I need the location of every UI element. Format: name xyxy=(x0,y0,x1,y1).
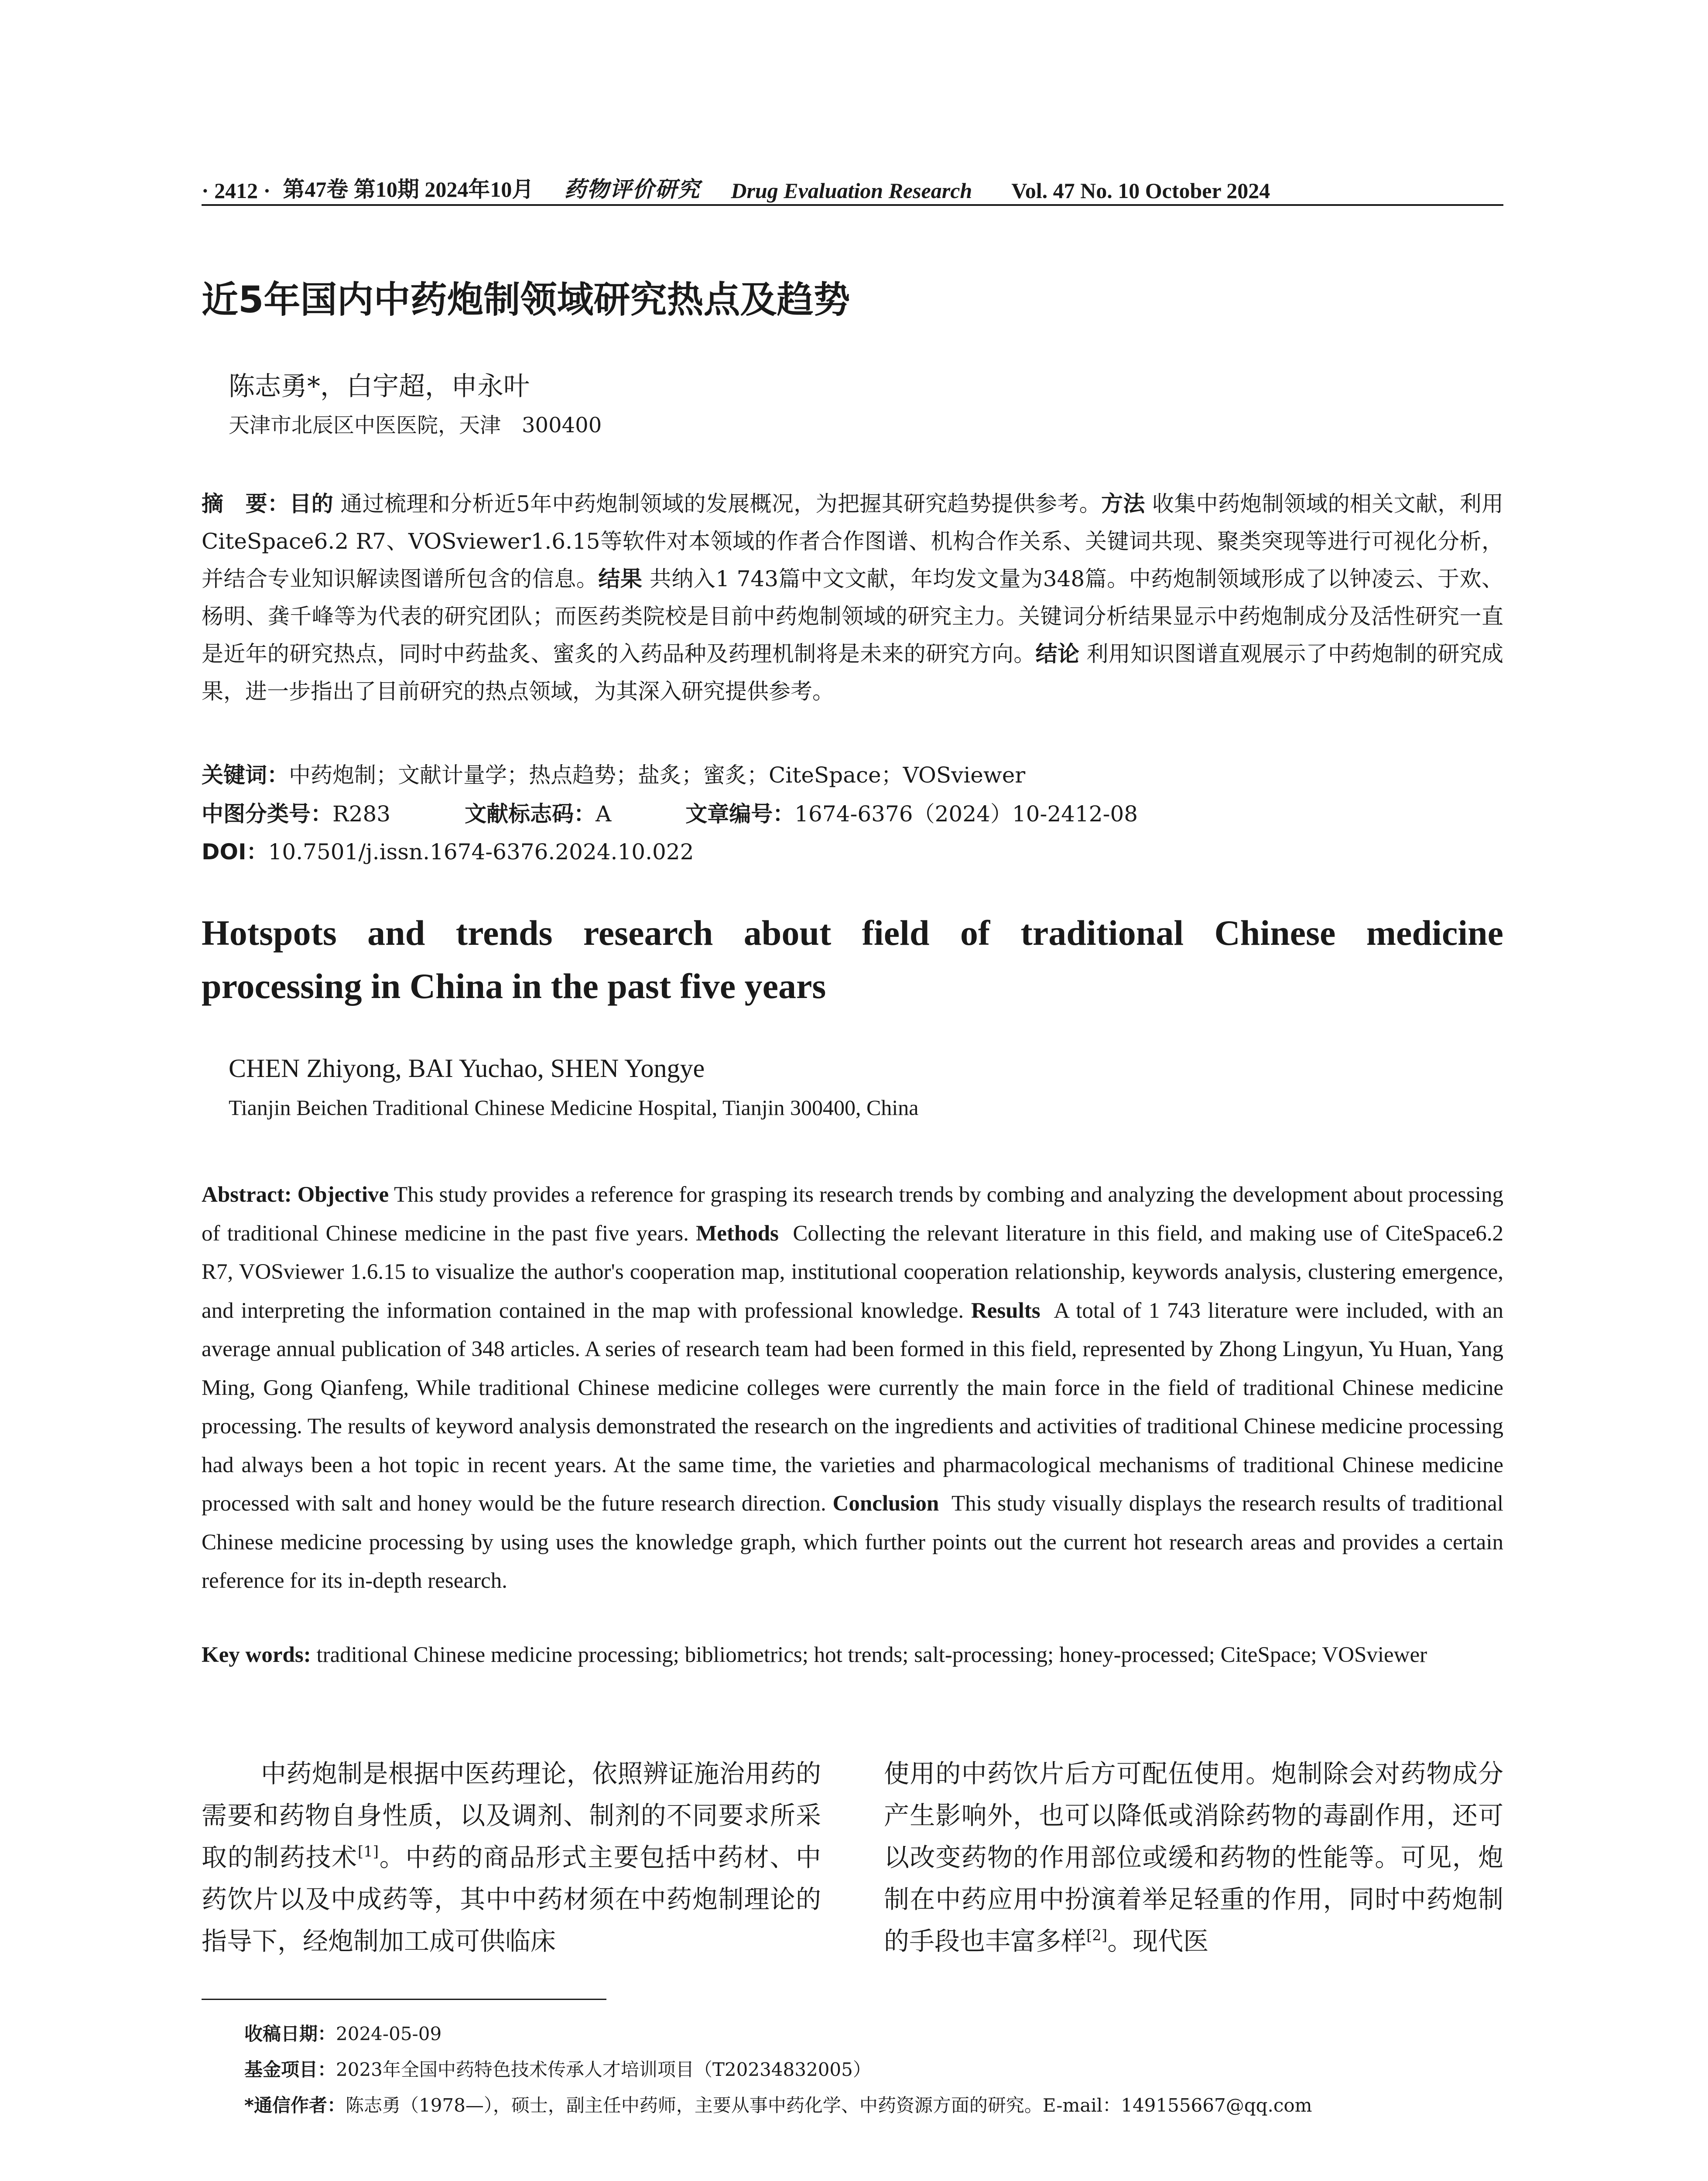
clc-value: R283 xyxy=(332,801,391,827)
footnote-fund xyxy=(244,2055,871,2082)
keywords-en-label: Key words: xyxy=(202,1643,311,1667)
conclusion-label-cn: 结论 xyxy=(1035,641,1080,667)
doi-label: DOI： xyxy=(202,839,268,865)
classification-line xyxy=(202,797,1503,828)
authors-en: CHEN Zhiyong, BAI Yuchao, SHEN Yongye xyxy=(229,1054,705,1083)
body-column-right xyxy=(884,1753,1503,1962)
journal-name-en: Drug Evaluation Research xyxy=(731,178,972,203)
conclusion-cn: 利用知识图谱直观展示了中药炮制的研究成果，进一步指出了目前研究的热点领域，为其深入研究提供参考。 xyxy=(202,641,1504,704)
objective-label-cn: 目的 xyxy=(289,491,334,516)
header-rule xyxy=(202,204,1503,206)
body-left-text: 中药炮制是根据中医药理论，依照辨证施治用药的需要和药物自身性质，以及调剂、制剂的不同要求所采取的制药技术 xyxy=(202,1759,821,1872)
keywords-en xyxy=(202,1636,1503,1674)
keywords-cn xyxy=(202,758,1503,789)
methods-label-cn: 方法 xyxy=(1101,491,1145,516)
journal-name-cn: 药物评价研究 xyxy=(564,176,701,202)
page-number: · 2412 · xyxy=(202,178,271,203)
results-cn: 共纳入1 743篇中文文献，年均发文量为348篇。中药炮制领域形成了以钟凌云、于欢、杨明、龚千峰等为代表的研究团队；而医药类院校是目前中药炮制领域的研究主力。关键词分析结果显示中药炮制成分及活性研究一直是近年的研究热点，同时中药盐炙、蜜炙的入药品种及药理机制将是未来的研究方向。 xyxy=(202,566,1504,667)
doi-value: 10.7501/j.issn.1674-6376.2024.10.022 xyxy=(268,839,694,865)
affiliation-cn: 天津市北辰区中医医院，天津 300400 xyxy=(229,413,602,438)
body-column-left xyxy=(202,1753,821,1962)
body-right-text: 使用的中药饮片后方可配伍使用。炮制除会对药物成分产生影响外，也可以降低或消除药物的毒副作用，还可以改变药物的作用部位或缓和药物的性能等。可见，炮制在中药应用中扮演着举足轻重的作用，同时中药炮制的手段也丰富多样 xyxy=(884,1759,1503,1956)
body-left-text-2: 。中药的商品形式主要包括中药材、中药饮片以及中成药等，其中中药材须在中药炮制理论的指导下，经炮制加工成可供临床 xyxy=(202,1843,821,1956)
running-header xyxy=(202,168,1503,203)
citation-ref-2[interactable]: [2] xyxy=(1086,1927,1108,1944)
methods-en: Collecting the relevant literature in this field, and making use of CiteSpace6.2 R7, VOSviewer 1.6.15 to visualize the author's cooperation map, institutional cooperation relationship, keywords analysis, clustering emergence, and interpreting the information contained in the map with professional knowledge. xyxy=(202,1221,1504,1323)
article-title-en xyxy=(202,906,1503,1013)
issue-en: Vol. 47 No. 10 October 2024 xyxy=(1011,178,1270,203)
article-title-cn: 近5年国内中药炮制领域研究热点及趋势 xyxy=(202,278,850,321)
doc-code-value: A xyxy=(596,801,612,827)
doc-code-label: 文献标志码： xyxy=(465,801,596,827)
received-label: 收稿日期： xyxy=(244,2023,336,2044)
abstract-cn-label: 摘 要： xyxy=(202,491,290,516)
keywords-cn-value: 中药炮制；文献计量学；热点趋势；盐炙；蜜炙；CiteSpace；VOSviewer xyxy=(289,762,1026,788)
objective-cn: 通过梳理和分析近5年中药炮制领域的发展概况，为把握其研究趋势提供参考。 xyxy=(340,491,1101,516)
title-en-line-1: Hotspots and trends research about field of traditional Chinese medicine xyxy=(202,913,1503,953)
methods-label-en: Methods xyxy=(696,1221,779,1246)
correspondence-value: 陈志勇（1978—），硕士，副主任中药师，主要从事中药化学、中药资源方面的研究。E-mail：149155667@qq.com xyxy=(345,2095,1312,2116)
affiliation-en: Tianjin Beichen Traditional Chinese Medicine Hospital, Tianjin 300400, China xyxy=(229,1095,919,1120)
correspondence-label: *通信作者： xyxy=(244,2095,346,2116)
conclusion-label-en: Conclusion xyxy=(832,1491,939,1516)
results-en: A total of 1 743 literature were included, with an average annual publication of 348 articles. A series of research team had been formed in this field, represented by Zhong Lingyun, Yu Huan, Yang Ming, Gong Qianfeng, While traditional Chinese medicine colleges were currently the main force in the field of traditional Chinese medicine processing. The results of keyword analysis demonstrated the research on the ingredients and activities of traditional Chinese medicine processing had always been a hot topic in recent years. At the same time, the varieties and pharmacological mechanisms of traditional Chinese medicine processed with salt and honey would be the future research direction. xyxy=(202,1298,1503,1516)
fund-label: 基金项目： xyxy=(244,2059,336,2080)
footnote-received xyxy=(244,2020,442,2046)
authors-cn: 陈志勇*，白宇超，申永叶 xyxy=(229,371,530,402)
fund-value: 2023年全国中药特色技术传承人才培训项目（T20234832005） xyxy=(336,2059,871,2080)
abstract-en xyxy=(202,1176,1503,1600)
objective-en: This study provides a reference for grasping its research trends by combing and analyzing the development about processing of traditional Chinese medicine in the past five years. xyxy=(202,1183,1504,1246)
article-number-value: 1674-6376（2024）10-2412-08 xyxy=(794,801,1138,827)
citation-ref-1[interactable]: [1] xyxy=(357,1843,379,1860)
footnote-correspondence xyxy=(244,2091,1312,2117)
article-number-label: 文章编号： xyxy=(685,801,795,827)
received-date: 2024-05-09 xyxy=(336,2023,442,2044)
doi-line xyxy=(202,834,1503,866)
abstract-en-label: Abstract: xyxy=(202,1183,292,1207)
clc-label: 中图分类号： xyxy=(202,801,332,827)
issue-cn: 第47卷 第10期 2024年10月 xyxy=(283,177,534,202)
abstract-cn xyxy=(202,485,1503,710)
objective-label-en: Objective xyxy=(297,1183,389,1207)
title-en-line-2: processing in China in the past five years xyxy=(202,966,826,1006)
results-label-cn: 结果 xyxy=(598,566,643,591)
footnote-rule xyxy=(202,1999,606,2000)
body-right-text-2: 。现代医 xyxy=(1107,1926,1209,1956)
results-label-en: Results xyxy=(971,1298,1041,1323)
keywords-en-value: traditional Chinese medicine processing; bibliometrics; hot trends; salt-processing; honey-processed; CiteSpace; VOSviewer xyxy=(316,1643,1427,1667)
conclusion-en: This study visually displays the research results of traditional Chinese medicine processing by using uses the knowledge graph, which further points out the current hot research areas and provides a certain reference for its in-depth research. xyxy=(202,1491,1503,1593)
keywords-cn-label: 关键词： xyxy=(202,762,289,788)
methods-cn: 收集中药炮制领域的相关文献，利用CiteSpace6.2 R7、VOSviewer1.6.15等软件对本领域的作者合作图谱、机构合作关系、关键词共现、聚类突现等进行可视化分析，并结合专业知识解读图谱所包含的信息。 xyxy=(202,491,1503,591)
